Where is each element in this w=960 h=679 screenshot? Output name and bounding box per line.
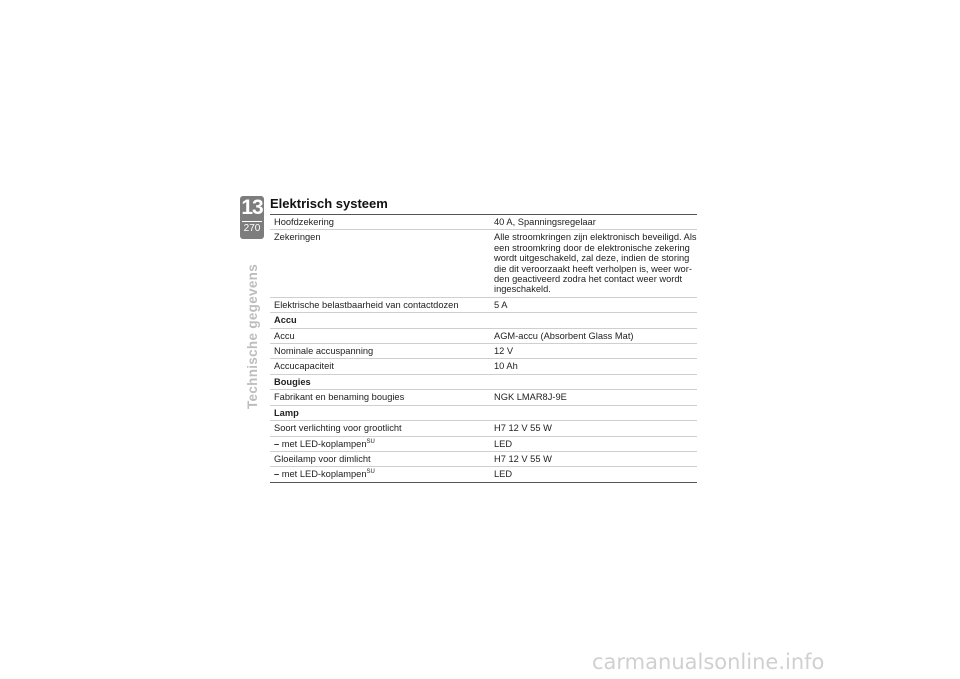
row-value: H7 12 V 55 W bbox=[494, 423, 552, 434]
row-label: Fabrikant en benaming bougies bbox=[274, 392, 405, 403]
row-value: 5 A bbox=[494, 299, 508, 310]
table-row bbox=[270, 344, 697, 359]
group-header-lamp: Lamp bbox=[274, 407, 299, 418]
row-label: Gloeilamp voor dimlicht bbox=[274, 453, 371, 464]
row-label: Nominale accuspanning bbox=[274, 346, 374, 357]
value-line: die dit veroorzaakt heeft verholpen is, weer wor- bbox=[494, 263, 692, 274]
chapter-divider bbox=[242, 221, 262, 222]
row-label bbox=[270, 436, 488, 451]
group-header-accu: Accu bbox=[274, 315, 297, 326]
value-line: wordt uitgeschakeld, zal deze, indien de storing bbox=[494, 253, 690, 264]
row-label-text: met LED-koplampen bbox=[281, 469, 367, 480]
row-value: 12 V bbox=[494, 346, 514, 357]
row-value: H7 12 V 55 W bbox=[494, 453, 552, 464]
sup-marker: SU bbox=[366, 469, 375, 476]
value-line: een stroomkring door de elektronische zekering bbox=[494, 242, 690, 253]
row-label: Hoofdzekering bbox=[274, 217, 334, 227]
chapter-number: 13 bbox=[241, 196, 263, 219]
row-value bbox=[488, 230, 697, 297]
row-value: 10 Ah bbox=[494, 361, 518, 372]
row-value: 40 A, Spanningsregelaar bbox=[494, 217, 596, 227]
watermark: carmanualsonline.info bbox=[592, 650, 825, 674]
table-row bbox=[270, 390, 697, 405]
table-row bbox=[270, 421, 697, 436]
row-label: Zekeringen bbox=[274, 232, 321, 243]
group-header-bougies: Bougies bbox=[274, 376, 311, 387]
table-row bbox=[270, 328, 697, 343]
sup-marker: SU bbox=[366, 438, 375, 445]
row-value: AGM-accu (Absorbent Glass Mat) bbox=[494, 330, 634, 341]
table-row bbox=[270, 451, 697, 466]
row-label bbox=[270, 467, 488, 482]
row-label-text: met LED-koplampen bbox=[281, 438, 367, 449]
table-row bbox=[270, 215, 697, 230]
page-title: Elektrisch systeem bbox=[270, 196, 388, 211]
dash-marker: – bbox=[274, 438, 280, 449]
group-header-row bbox=[270, 374, 697, 389]
section-label: Technische gegevens bbox=[245, 263, 260, 409]
value-line: ingeschakeld. bbox=[494, 284, 551, 295]
value-line: den geactiveerd zodra het contact weer wordt bbox=[494, 274, 683, 285]
group-header-row bbox=[270, 313, 697, 328]
chapter-tab bbox=[240, 196, 264, 239]
page-number: 270 bbox=[243, 223, 261, 234]
group-header-row bbox=[270, 405, 697, 420]
value-line: Alle stroomkringen zijn elektronisch beveiligd. Als bbox=[494, 232, 697, 243]
row-label: Soort verlichting voor grootlicht bbox=[274, 423, 402, 434]
dash-marker: – bbox=[274, 469, 280, 480]
row-label: Accu bbox=[274, 330, 295, 341]
row-value: LED bbox=[494, 438, 513, 449]
table-row bbox=[270, 230, 697, 297]
spec-table bbox=[270, 214, 697, 483]
table-row bbox=[270, 297, 697, 312]
row-label: Elektrische belastbaarheid van contactdozen bbox=[274, 299, 459, 310]
table-row bbox=[270, 467, 697, 482]
table-row bbox=[270, 359, 697, 374]
row-value: NGK LMAR8J-9E bbox=[494, 392, 567, 403]
table-row bbox=[270, 436, 697, 451]
row-label: Accucapaciteit bbox=[274, 361, 334, 372]
row-value: LED bbox=[494, 469, 513, 480]
